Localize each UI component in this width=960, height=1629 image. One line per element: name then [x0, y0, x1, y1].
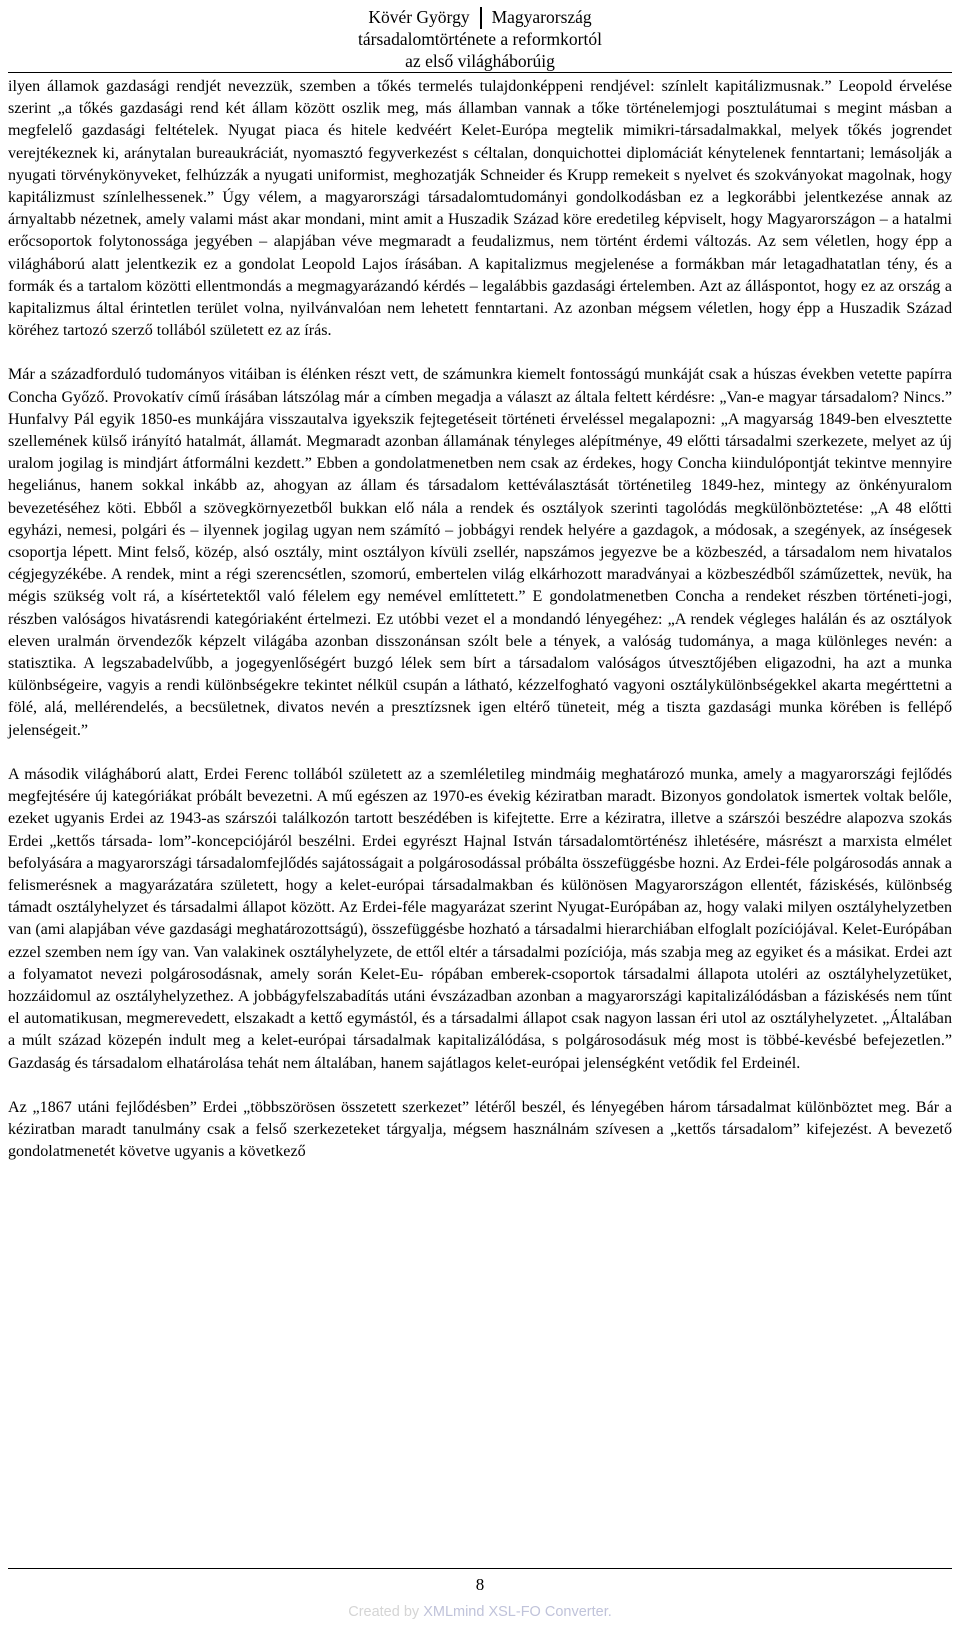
paragraph-4: Az „1867 utáni fejlődésben” Erdei „többszörösen összetett szerkezet” létéről beszél, és lényegében három társadalmat különböztet meg. Bár a kéziratban maradt tanulmány csak a felső szerkezeteket tárgyalja, mégsem használnám szívesen a „kettős társadalom” kifejezést. A bevezető gondolatmenetét követve ugyanis a következő — [8, 1098, 952, 1161]
page-number: 8 — [475, 1575, 485, 1594]
running-header — [0, 6, 960, 72]
header-title-line-2: társadalomtörténete a reformkortól — [358, 29, 602, 49]
credit-brand: XMLmind XSL-FO Converter. — [423, 1604, 612, 1620]
header-title-line-3: az első világháborúig — [405, 51, 555, 71]
converter-credit — [0, 1603, 960, 1621]
body-text — [8, 76, 952, 1163]
paragraph-3: A második világháború alatt, Erdei Ferenc tollából született az a szemléletileg mindmáig meghatározó munka, amely a magyarországi fejlődés megfejtésére új kategóriákat próbált bevezetni. A mű egészen az 1970-es évekig kéziratban maradt. Bizonyos gondolatok ismertek voltak belőle, ezeket ugyanis Erdei az 1943-as szárszói találkozón tartott beszédében is kifejtette. Erre a kéziratra, illetve a szárszói beszédre alapozva szokás Erdei „kettős társada- lom”-koncepciójáról beszélni. Erdei egyrészt Hajnal István társadalomtörténész ihletésére, másrészt a marxista elmélet befolyására a magyarországi társadalomfejlődés sajátosságait a polgárosodással próbálta összefüggésbe hozni. Az Erdei-féle polgárosodás annak a felismerésnek a magyarázatára született, hogy a kelet-európai társadalmakban és különösen Magyarországon ellentét, fáziskésés, különbség támadt osztályhelyzet és társadalmi állapot között. Az Erdei-féle magyarázat szerint Nyugat-Európában az, hogy valaki milyen osztályhelyzetben van (ami alapjában véve gazdasági meghatározottságú), összefüggésbe hozható a társadalmi hierarchiában elfoglalt pozíciójával. Kelet-Európában ezzel szemben nem így van. Van valakinek osztályhelyzete, de ettől eltér a társadalmi pozíciója, más szabja meg az egyiket és a másikat. Erdei azt a folyamatot nevezi polgárosodásnak, amely során Kelet-Eu- rópában emberek-csoportok társadalmi állapota utoléri az osztályhelyzetüket, hozzáidomul az osztályhelyzethez. A jobbágyfelszabadítás utáni évszázadban azonban a magyarországi kapitalizálódásban a fáziskésés nem tűnt el automatikusan, megmerevedett, elszakadt a kettő egymástól, és a társadalmi állapot csak nagyon lassan éri utol az osztályhelyzetet. „Általában a múlt század közepén indult meg a kelet-európai társadalmak kapitalizálódása, s polgárosodásuk még most is többé-kevésbé befejezetlen.” Gazdaság és társadalom elhatárolása tehát nem általában, hanem sajátlagos kelet-európai jelenségként vetődik fel Erdeinél. — [8, 765, 952, 1072]
header-author: Kövér György — [368, 7, 470, 27]
header-first-line — [0, 6, 960, 28]
paragraph-1: ilyen államok gazdasági rendjét nevezzük, szemben a tőkés termelés tulajdonképpeni rendjével: színlelt kapitálizmusnak.” Leopold érvelése szerint „a tőkés gazdasági rend két állam között oszlik meg, más államban vannak a tőke történelemjogi posztulátumai s megint másban a megfelelő gazdasági feltételek. Nyugat piaca és hitele kedvéért Kelet-Európa megtelik mimikri-társadalmakkal, melyek tőkés jogrendet verejtékeznek ki, aránytalan bureaukráciát, nyomasztó fegyverkezést s céltalan, donquichottei diplomáciát kénytelenek fenntartani; lemásolják a nyugati törvénykönyveket, felhúzzák a nyugati uniformist, meghozatják Schneider és Krupp remekeit s nyelvet és szokványokat magolnak, hogy kapitálizmust színlelhessenek.” Úgy vélem, a magyarországi társadalomtudományi gondolkodásban ez a legkorábbi jelentkezése annak az árnyaltabb nézetnek, amely valami mást akar mondani, mint amit a Huszadik Század köre eredetileg képviselt, hogy Magyarországon – a hatalmi erőcsoportok folytonossága jegyében – alapjában véve megmaradt a feudalizmus, nem történt érdemi változás. Az sem véletlen, hogy épp a világháború alatt jelentkezik ez a gondolat Leopold Lajos írásában. A kapitalizmus megjelenése a formákban már letagadhatatlan tény, és a formák és a tartalom közötti ellentmondás a megmagyarázandó kérdés – legalábbis gazdasági értelemben. Azt az álláspontot, hogy ez az ország a kapitalizmus által érintetlen terület volna, nyilvánvalóan nem lehetett fenntartani. Az azonban mégsem véletlen, hogy épp a Huszadik Század köréhez tartozó szerző tollából született ez az írás. — [8, 78, 952, 340]
header-title-line-1: Magyarország — [491, 7, 592, 27]
header-rule — [8, 72, 952, 73]
credit-prefix: Created by — [348, 1604, 420, 1620]
paragraph-2: Már a századforduló tudományos vitáiban is élénken részt vett, de számunkra kiemelt fontosságú munkáját csak a húszas években vetette papírra Concha Győző. Provokatív című írásában látszólag már a címben megadja a választ az általa feltett kérdésre: „Van-e magyar társadalom? Nincs.” Hunfalvy Pál egyik 1850-es munkájára visszautalva igyekszik fejtegetéseit történeti érveléssel megalapozni: „A magyarság 1849-ben elvesztette szellemének külső irányító hatalmát, államát. Megmaradt azonban államának tényleges alépítménye, 49 előtti társadalmi szerkezete, melyet az új uralom jogilag is mindjárt átformálni kezdett.” Ebben a gondolatmenetben nem csak az érdekes, hogy Concha kiindulópontját tekintve mennyire hegeliánus, hanem sokkal inkább az, ahogyan az állam és társadalom kettéválasztását történetileg 1849-hez, mintegy az önkényuralom bevezetéséhez köti. Ebből a szövegkörnyezetből bukkan elő nála a rendek és osztályok szerinti tagolódás megkülönböztetése: „A 48 előtti egyházi, nemesi, polgári és – ilyennek jogilag ugyan nem számító – jobbágyi rendek helyére a gazdagok, a módosak, a szegények, az ínségesek csoportja lépett. Mint felső, közép, alsó osztály, mint osztályon kívüli zsellér, napszámos jegyezve be a közbeszéd, a társadalom nem hivatalos cégjegyzékébe. A rendek, mint a régi szerencsétlen, szomorú, embertelen világ elkárhozott maradványai a közbeszédből száműzettek, nevük, ha mégis szükség volt rá, a kísértetektől való félelem egy nemével említtetett.” E gondolatmenetben Concha a rendeket részben történeti-jogi, részben valóságos hivatásrendi kategóriaként értelmezi. Ez utóbbi vezet el a mondandó lényegéhez: „A rendek végleges halálán és az osztályok eleven uralmán örvendezők képzelt világába azonban disszonánsan szólt bele a tények, a valóság tudománya, a maga különleges nevén: a statisztika. A legszabadelvűbb, a jogegyenlőségért buzgó lélek sem bírt a társadalom valóságos útvesztőjében eligazodni, ha azt a munka különbségeire, vagyis a rendi különbségekre tekintet nélkül csupán a látható, kézzelfogható vagyoni osztálykülönbségekkel akarta megérttetni a fölé, alá, mellérendelés, a becsületnek, divatos nevén a presztízsnek igen eltérő tüneteit, még a tiszta gazdasági munka körében is fellépő jelenségeit.” — [8, 366, 952, 739]
footer-rule — [8, 1568, 952, 1569]
